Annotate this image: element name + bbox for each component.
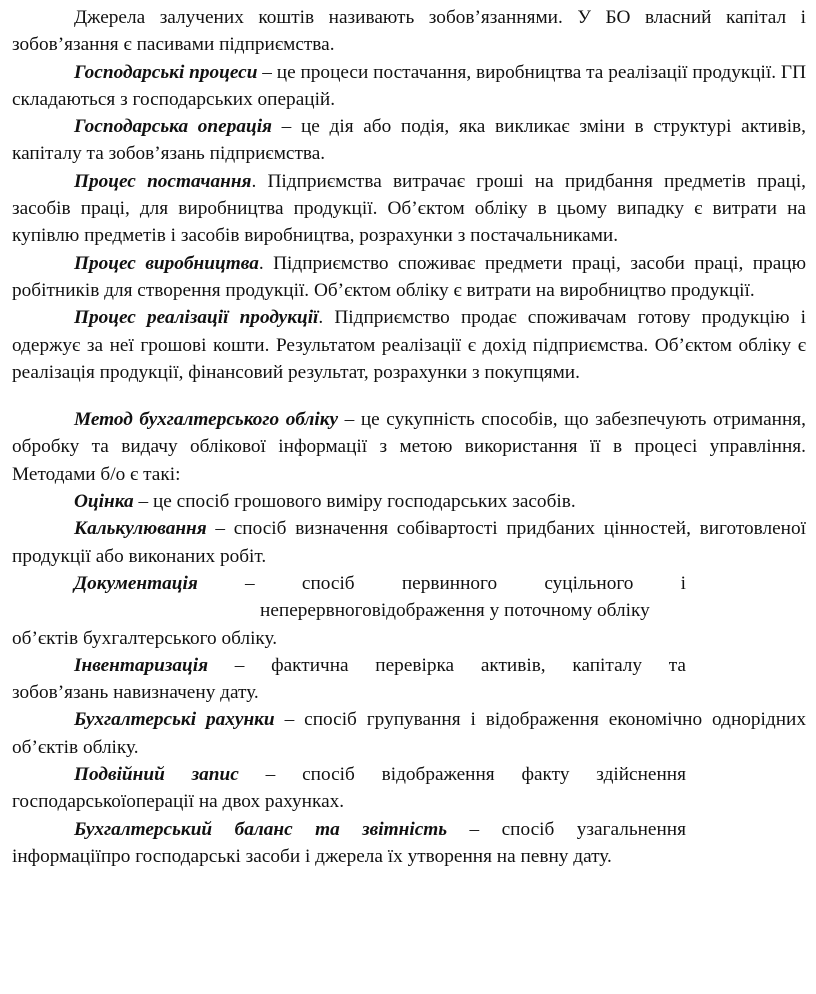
paragraph-documentation-line1 bbox=[12, 570, 806, 597]
paragraph-text: Джерела залучених коштів називають зобов’язаннями. У БО власний капітал і зобов’язання є пасивами підприємства. bbox=[12, 7, 806, 56]
paragraph-balance-line1 bbox=[12, 816, 806, 843]
term-supply-process: Процес постачання bbox=[74, 170, 252, 192]
term-valuation: Оцінка bbox=[74, 491, 134, 513]
paragraph-double-entry-line1 bbox=[12, 761, 806, 788]
paragraph-balance-line2 bbox=[12, 843, 806, 870]
paragraph-business-operation bbox=[12, 113, 806, 168]
paragraph-text: зобов’язань навизначену дату. bbox=[12, 682, 259, 704]
term-business-processes: Господарські процеси bbox=[74, 61, 258, 83]
paragraph-liabilities bbox=[12, 4, 806, 59]
term-costing: Калькулювання bbox=[74, 518, 207, 540]
paragraph-costing bbox=[12, 515, 806, 570]
paragraph-text: . Підприємство споживає предмети праці, засоби праці, працю робітників для створення продукції. Об’єктом обліку є витрати на виробництво продукції. bbox=[12, 252, 806, 301]
paragraph-valuation bbox=[12, 488, 806, 515]
paragraph-production-process bbox=[12, 250, 806, 305]
paragraph-sales-process bbox=[12, 304, 806, 386]
paragraph-business-processes bbox=[12, 59, 806, 114]
paragraph-text: – це дія або подія, яка викликає зміни в структурі активів, капіталу та зобов’язань підприємства. bbox=[12, 116, 806, 165]
paragraph-text: . Підприємство продає споживачам готову продукцію і одержує за неї грошові кошти. Результатом реалізації є дохід підприємства. Об’єктом обліку є реалізація продукції, фінансовий результат, розрахунки з покупцями. bbox=[12, 307, 806, 383]
term-accounts: Бухгалтерські рахунки bbox=[74, 709, 275, 731]
paragraph-text: – спосіб групування і відображення економічно однорідних об’єктів обліку. bbox=[12, 709, 806, 758]
term-production-process: Процес виробництва bbox=[74, 252, 259, 274]
term-double-entry: Подвійний запис bbox=[74, 764, 239, 786]
term-sales-process: Процес реалізації продукції bbox=[74, 307, 319, 329]
paragraph-supply-process bbox=[12, 168, 806, 250]
paragraph-spacer bbox=[12, 386, 806, 406]
term-documentation: Документація bbox=[74, 572, 198, 594]
term-accounting-method: Метод бухгалтерського обліку bbox=[74, 409, 339, 431]
paragraph-text: інформаціїпро господарські засоби і джерела їх утворення на певну дату. bbox=[12, 845, 612, 867]
paragraph-text: – фактична перевірка активів, капіталу та bbox=[208, 654, 686, 676]
paragraph-text: господарськоїоперації на двох рахунках. bbox=[12, 791, 345, 813]
paragraph-text: . Підприємства витрачає гроші на придбання предметів праці, засобів праці, для виробництва продукції. Об’єктом обліку в цьому випадку є витрати на купівлю предметів і засобів виробництва, розрахунки з постачальниками. bbox=[12, 170, 806, 247]
paragraph-inventory-line1 bbox=[12, 652, 806, 679]
paragraph-text: неперервноговідображення у поточному обліку bbox=[260, 600, 650, 622]
paragraph-inventory-line2 bbox=[12, 679, 806, 706]
paragraph-text: – це спосіб грошового виміру господарських засобів. bbox=[133, 491, 576, 513]
term-business-operation: Господарська операція bbox=[74, 116, 272, 138]
paragraph-text: – спосіб первинного суцільного і bbox=[197, 572, 686, 594]
term-balance: Бухгалтерський баланс та звітність bbox=[74, 818, 448, 840]
paragraph-double-entry-line2 bbox=[12, 788, 806, 815]
paragraph-text: – це процеси постачання, виробництва та реалізації продукції. ГП складаються з господарських операцій. bbox=[12, 61, 806, 110]
paragraph-accounting-method bbox=[12, 406, 806, 488]
paragraph-documentation-line3 bbox=[12, 625, 806, 652]
paragraph-text: – спосіб відображення факту здійснення bbox=[238, 764, 686, 786]
paragraph-accounts bbox=[12, 706, 806, 761]
paragraph-text: об’єктів бухгалтерського обліку. bbox=[12, 627, 278, 649]
paragraph-text: – спосіб визначення собівартості придбаних цінностей, виготовленої продукції або виконаних робіт. bbox=[12, 518, 806, 567]
paragraph-documentation-line2 bbox=[12, 597, 806, 624]
paragraph-text: – це сукупність способів, що забезпечують отримання, обробку та видачу облікової інформації з метою використання її в процесі управління. Методами б/о є такі: bbox=[12, 409, 806, 485]
paragraph-text: – спосіб узагальнення bbox=[447, 818, 686, 840]
term-inventory: Інвентаризація bbox=[74, 654, 209, 676]
